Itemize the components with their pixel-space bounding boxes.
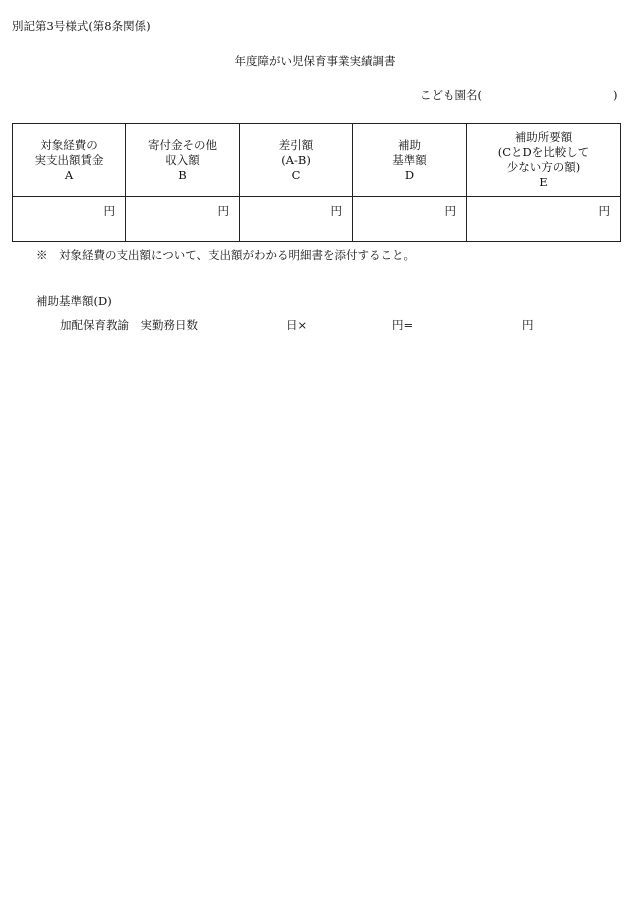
header-e-line-1: 補助所要額	[514, 130, 573, 144]
value-cell-b[interactable]	[126, 197, 240, 242]
form-number: 別記第3号様式(第8条関係)	[12, 19, 151, 33]
value-cell-a[interactable]	[13, 197, 126, 242]
nursery-name-close-paren: )	[613, 88, 618, 102]
days-times-label: 日×	[286, 318, 308, 332]
attachment-note: ※ 対象経費の支出額について、支出額がわかる明細書を添付すること。	[36, 248, 416, 262]
header-d-line-2: 基準額	[392, 152, 427, 167]
header-b-line-2: 収入額	[165, 152, 200, 167]
header-e-line-3: 少ない方の額)	[506, 160, 581, 174]
yen-equals-label: 円=	[392, 318, 414, 332]
value-cell-c[interactable]	[240, 197, 353, 242]
value-d-unit: 円	[444, 204, 456, 218]
header-c-line-3: C	[291, 167, 301, 182]
header-cell-a	[13, 124, 126, 197]
header-a-line-3: A	[64, 167, 74, 182]
results-table	[12, 123, 621, 242]
nursery-name-label: こども園名(	[420, 88, 482, 102]
header-b-line-3: B	[178, 167, 187, 182]
subsidy-standard-label: 補助基準額(D)	[36, 294, 112, 308]
table-header-row	[13, 124, 621, 197]
header-cell-d	[353, 124, 467, 197]
header-c-line-2: (A-B)	[281, 152, 311, 167]
value-e-unit: 円	[598, 204, 610, 218]
header-c-line-1: 差引額	[278, 137, 314, 152]
header-e-line-2: (CとDを比較して	[497, 145, 590, 159]
value-cell-d[interactable]	[353, 197, 467, 242]
value-a-unit: 円	[103, 204, 115, 218]
document-title: 年度障がい児保育事業実績調書	[234, 54, 396, 68]
header-cell-b	[126, 124, 240, 197]
header-cell-c	[240, 124, 353, 197]
header-a-line-1: 対象経費の	[40, 137, 98, 152]
value-cell-e[interactable]	[467, 197, 621, 242]
header-cell-e	[467, 124, 621, 197]
value-b-unit: 円	[217, 204, 229, 218]
header-d-line-1: 補助	[398, 137, 421, 152]
work-days-label: 加配保育教諭 実勤務日数	[60, 318, 198, 332]
header-d-line-3: D	[404, 167, 415, 182]
value-c-unit: 円	[330, 204, 342, 218]
header-b-line-1: 寄付金その他	[148, 137, 217, 152]
header-e-line-4: E	[539, 175, 548, 189]
yen-result-label: 円	[522, 318, 534, 332]
header-a-line-2: 実支出額賃金	[34, 152, 104, 167]
table-value-row	[13, 197, 621, 242]
